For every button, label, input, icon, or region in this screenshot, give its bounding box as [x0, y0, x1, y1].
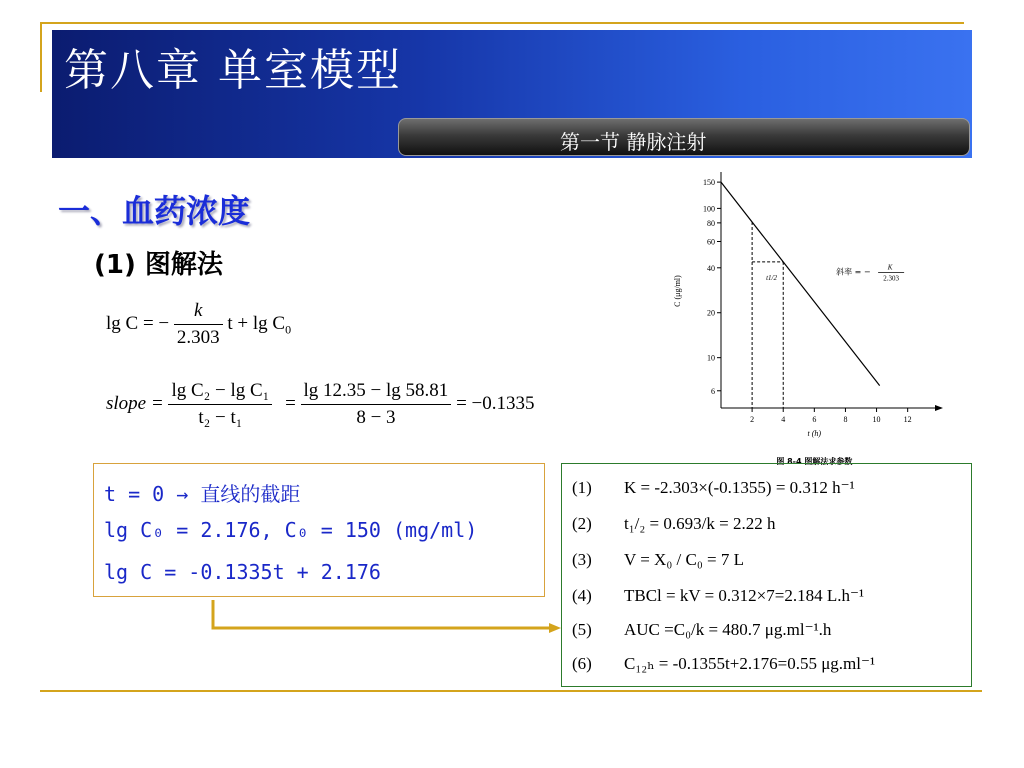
- y-tick-label: 80: [707, 218, 715, 228]
- param-line: (5) AUC =C₀/k = 480.7 μg.ml⁻¹.h: [572, 620, 832, 639]
- eq1-denominator: 2.303: [176, 327, 220, 348]
- intercept-line-1: t = 0 → 直线的截距: [104, 482, 301, 506]
- eq2-num2: lg 12.35 − lg 58.81: [301, 380, 452, 405]
- x-tick-label: 6: [812, 415, 817, 424]
- bottom-rule: [40, 690, 982, 692]
- x-tick-label: 4: [781, 415, 786, 424]
- x-axis-arrow: [935, 405, 943, 411]
- y-tick-label: 100: [703, 204, 715, 214]
- eq2-num1: lg C₂ − lg C₁: [168, 380, 272, 405]
- eq2-result: = −0.1335: [456, 392, 535, 414]
- intercept-line-2: lg C₀ = 2.176, C₀ = 150 (mg/ml): [104, 518, 478, 542]
- x-tick-label: 8: [843, 415, 848, 424]
- slope-label: 斜率 = −: [836, 267, 871, 277]
- x-tick-label: 10: [872, 415, 881, 424]
- y-tick-label: 10: [707, 353, 715, 363]
- eq2-equals: =: [285, 392, 296, 414]
- param-line: (1) K = -2.303×(-0.1355) = 0.312 h⁻¹: [572, 478, 855, 497]
- slope-denominator: 2.303: [883, 274, 899, 283]
- eq1-rhs: t + lg C: [227, 312, 286, 334]
- x-tick-label: 2: [750, 415, 755, 424]
- heading-blood-concentration: 一、血药浓度: [58, 192, 251, 230]
- y-tick-label: 6: [711, 386, 715, 396]
- y-axis-label: C (μg/ml): [673, 275, 682, 307]
- parameters-box: [561, 463, 972, 687]
- eq1-numerator: k: [174, 300, 223, 325]
- eq2-slope-label: slope =: [106, 392, 164, 414]
- intercept-line-3: lg C = -0.1335t + 2.176: [104, 560, 381, 584]
- eq2-den1: t₂ − t₁: [198, 407, 243, 428]
- concentration-time-chart: [666, 166, 956, 468]
- half-life-label: t1/2: [766, 273, 778, 282]
- param-line: (6) C₁₂ₕ = -0.1355t+2.176=0.55 μg.ml⁻¹: [572, 654, 876, 673]
- eq1-lhs: lg C = −: [106, 312, 170, 334]
- intercept-box: [93, 463, 545, 597]
- eq2-den2: 8 − 3: [356, 407, 396, 428]
- param-line: (3) V = X₀ / C₀ = 7 L: [572, 550, 744, 569]
- eq2-fraction-general: [168, 380, 272, 429]
- page-title: 第八章 单室模型: [64, 45, 402, 96]
- chart-caption: 图 8-4 图解法求参数: [776, 457, 853, 466]
- heading-graphical-method: (1) 图解法: [94, 250, 223, 280]
- y-tick-label: 20: [707, 308, 715, 318]
- section-title: 第一节 静脉注射: [560, 130, 707, 154]
- y-tick-label: 40: [707, 263, 715, 273]
- y-tick-label: 60: [707, 237, 715, 247]
- x-axis-label: t (h): [807, 429, 822, 438]
- eq1-fraction: [174, 300, 223, 349]
- left-rule: [40, 22, 42, 92]
- slope-numerator: K: [887, 263, 893, 272]
- param-line: (2) t₁/₂ = 0.693/k = 2.22 h: [572, 514, 776, 533]
- equation-slope: [106, 380, 535, 429]
- equation-lgc: [106, 300, 291, 349]
- y-tick-label: 150: [703, 178, 715, 188]
- top-rule: [40, 22, 964, 24]
- eq1-rhs-sub: 0: [285, 322, 292, 337]
- eq2-fraction-values: [301, 380, 452, 429]
- concentration-line: [721, 182, 880, 385]
- connector-arrow: [205, 598, 565, 638]
- param-line: (4) TBCl = kV = 0.312×7=2.184 L.h⁻¹: [572, 586, 865, 605]
- x-tick-label: 12: [903, 415, 912, 424]
